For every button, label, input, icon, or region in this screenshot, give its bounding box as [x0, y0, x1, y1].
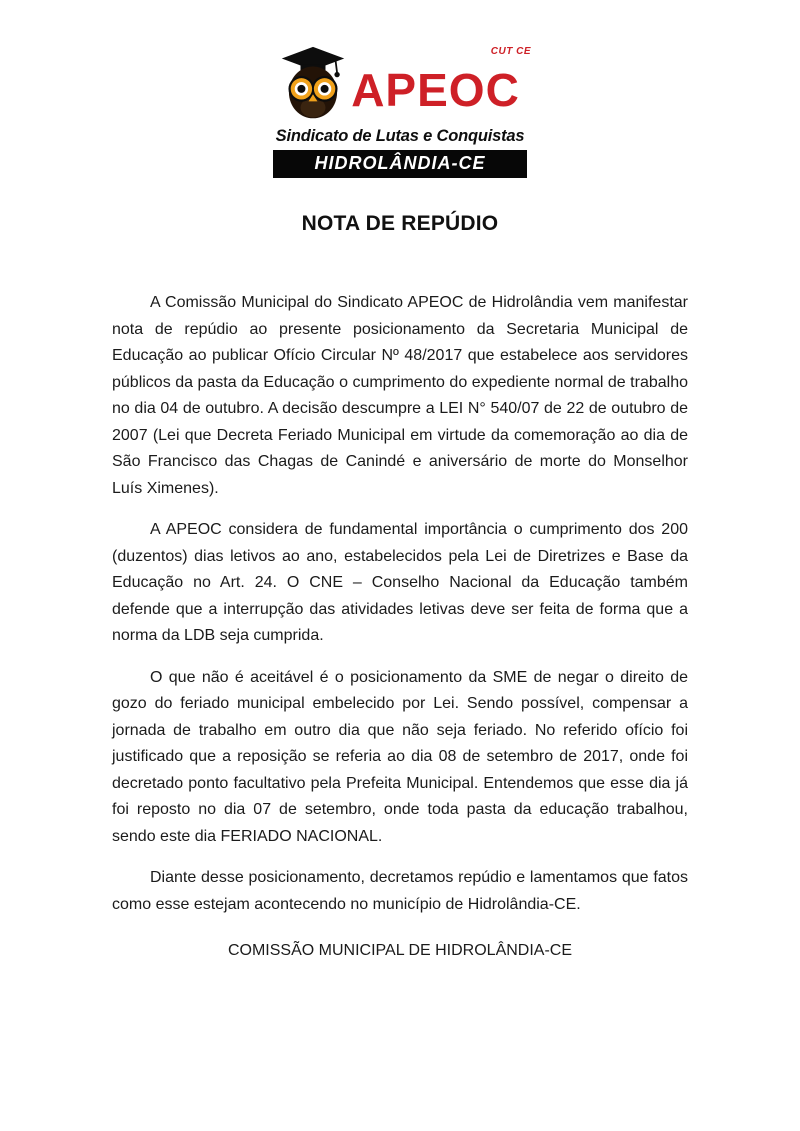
closing-line: COMISSÃO MUNICIPAL DE HIDROLÂNDIA-CE	[227, 942, 573, 959]
paragraph-1: A Comissão Municipal do Sindicato APEOC de Hidrolândia vem manifestar nota de repúdio ao presente posicionamento da Secretaria Municipal de Educação ao publicar Ofício Circular Nº 48/2017 que estabelece aos servidores públicos da pasta da Educação o cumprimento do expediente normal de trabalho no dia 04 de outubro. A decisão descumpre a LEI N° 540/07 de 22 de outubro de 2007 (Lei que Decreta Feriado Municipal em virtude da comemoração ao dia de São Francisco das Chagas de Canindé e aniversário de morte do Monselhor Luís Ximenes).	[112, 294, 688, 497]
cut-ce-badge: CUT CE	[490, 46, 531, 57]
document-body	[112, 290, 688, 918]
logo-tagline: Sindicato de Lutas e Conquistas	[275, 127, 525, 145]
paragraph-2: A APEOC considera de fundamental importância o cumprimento dos 200 (duzentos) dias letivos ao ano, estabelecidos pela Lei de Diretrizes e Base da Educação no Art. 24. O CNE – Conselho Nacional da Educação também defende que a interrupção das atividades letivas deve ser feita de forma que a norma da LDB seja cumprida.	[112, 521, 688, 644]
logo-banner: HIDROLÂNDIA-CE	[273, 150, 527, 178]
paragraph-4: Diante desse posicionamento, decretamos repúdio e lamentamos que fatos como esse estejam acontecendo no município de Hidrolândia-CE.	[112, 869, 688, 913]
paragraph-3: O que não é aceitável é o posicionamento da SME de negar o direito de gozo do feriado municipal embelecido por Lei. Sendo possível, compensar a jornada de trabalho em outro dia que não seja feriado. No referido ofício foi justificado que a reposição se referia ao dia 08 de setembro de 2017, onde foi decretado ponto facultativo pela Prefeita Municipal. Entendemos que esse dia já foi reposto no dia 07 de setembro, onde toda pasta da educação trabalhou, sendo este dia FERIADO NACIONAL.	[112, 668, 688, 845]
apeoc-logo	[273, 40, 531, 178]
owl-graduation-icon	[280, 45, 346, 122]
logo-top-row	[273, 40, 531, 126]
page-title: NOTA DE REPÚDIO	[301, 212, 499, 235]
logo-brand-text: APEOC	[351, 64, 520, 116]
